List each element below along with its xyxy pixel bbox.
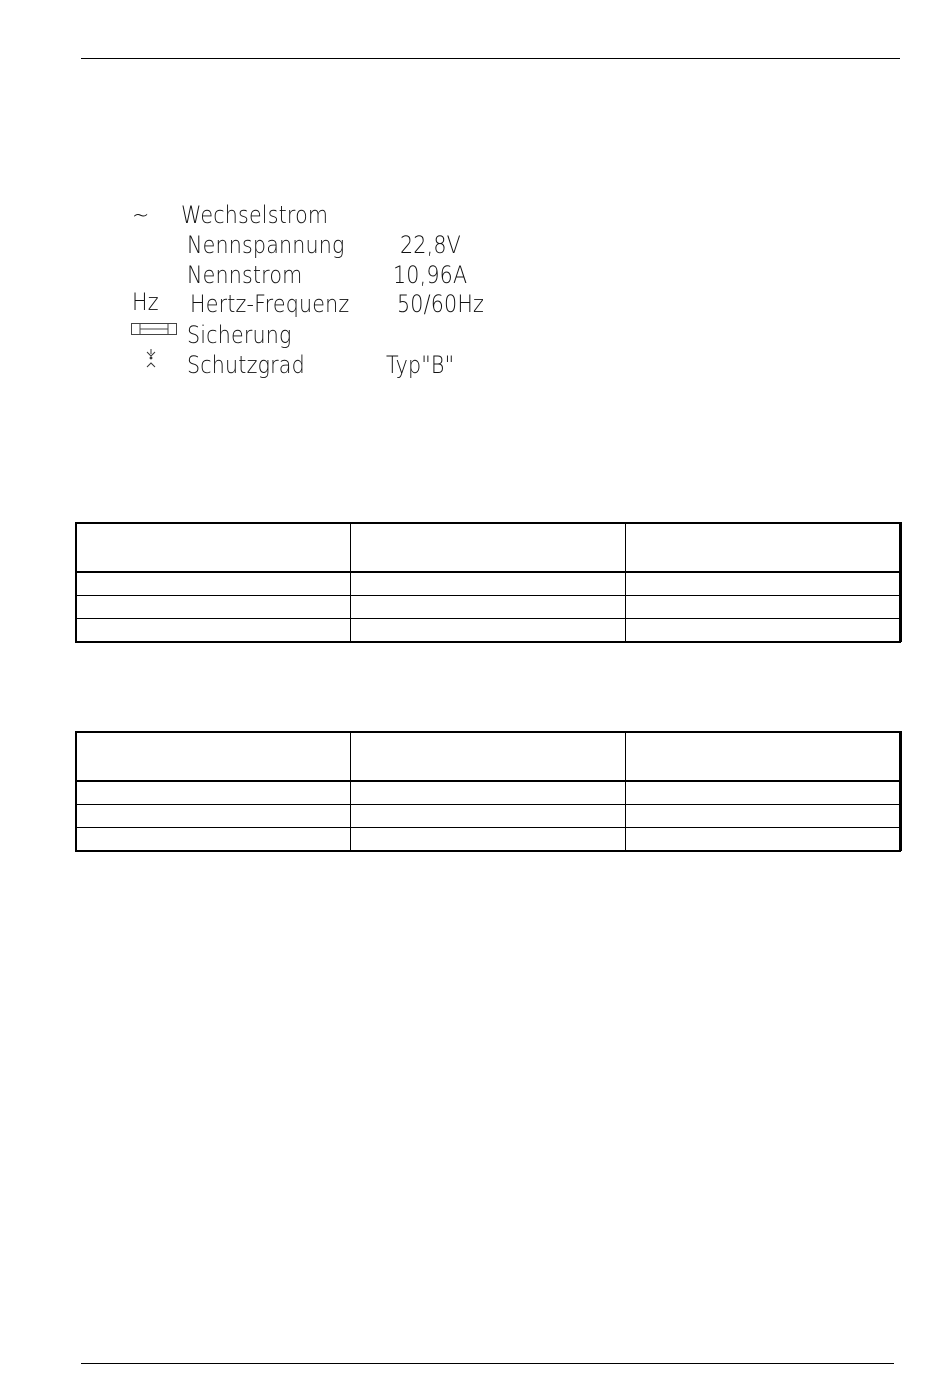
table-header-cell [626,523,902,573]
table-row [76,596,902,619]
table-cell [76,781,351,805]
table-cell [351,572,626,596]
table-header-cell [626,732,902,782]
fuse-icon [131,322,177,336]
table-row [76,805,902,828]
table-header-row [76,523,902,573]
footer-rule [81,1363,894,1364]
table-row [76,828,902,851]
table-cell [76,805,351,828]
alternating-current-icon: ~ [132,201,150,229]
table-header-cell [76,523,351,573]
table-header-row [76,732,902,782]
legend-label-schutzgrad: Schutzgrad [187,351,305,379]
data-table-2 [75,731,902,851]
table-cell [626,619,902,642]
legend-label-sicherung: Sicherung [187,321,292,349]
table-cell [76,828,351,851]
frequency-symbol: Hz [132,288,159,316]
table-cell [626,805,902,828]
table-cell [76,596,351,619]
table-cell [626,596,902,619]
table-cell [76,619,351,642]
legend-label-wechselstrom: Wechselstrom [181,201,329,229]
legend-value-schutzgrad: Typ"B" [386,351,455,379]
symbol-legend [0,0,950,420]
table-header-cell [351,732,626,782]
table-cell [351,781,626,805]
legend-label-nennspannung: Nennspannung [187,231,345,259]
table-header-cell [351,523,626,573]
table-header-cell [76,732,351,782]
protection-class-icon [144,348,158,370]
table-row [76,572,902,596]
table-cell [351,596,626,619]
table-cell [626,828,902,851]
table-cell [351,828,626,851]
table-cell [351,805,626,828]
legend-label-nennstrom: Nennstrom [187,261,303,289]
legend-label-frequenz: Hertz-Frequenz [190,290,350,318]
table-cell [626,572,902,596]
legend-value-nennspannung: 22,8V [400,231,461,259]
legend-value-nennstrom: 10,96A [393,261,468,289]
table-cell [626,781,902,805]
table-cell [76,572,351,596]
data-table-1 [75,522,902,642]
table-row [76,781,902,805]
legend-value-frequenz: 50/60Hz [397,290,485,318]
table-row [76,619,902,642]
table-cell [351,619,626,642]
